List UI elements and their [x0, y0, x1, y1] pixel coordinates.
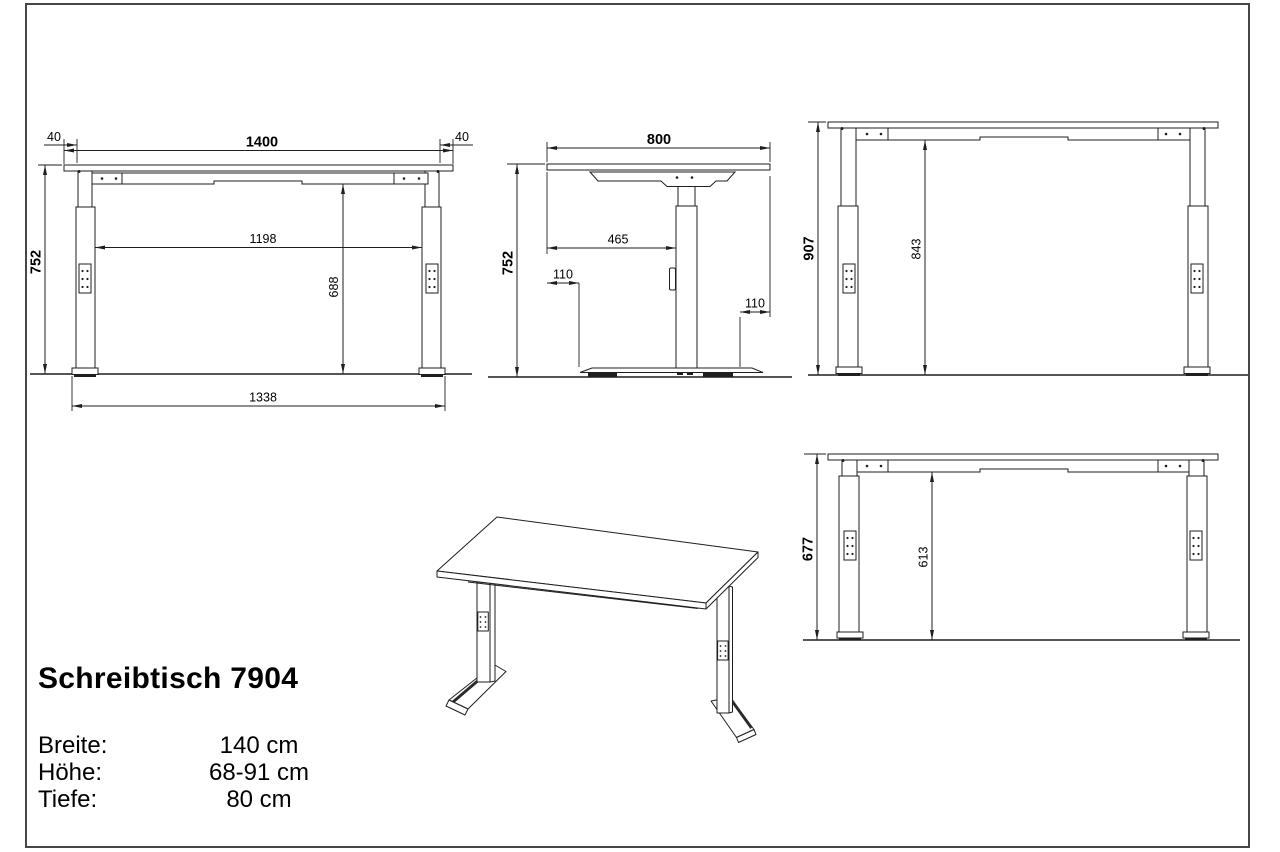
tabletop [828, 454, 1218, 460]
dim-base-span: 1338 [249, 390, 277, 405]
dim-overhang-right: 40 [455, 130, 469, 144]
cable-plate-right [426, 264, 438, 293]
product-title: Schreibtisch 7904 [38, 662, 299, 695]
leg-left-foot [836, 367, 862, 374]
leg-left-upper [841, 128, 856, 206]
spec-label: Tiefe: [38, 786, 98, 813]
spec-label: Breite: [38, 732, 108, 759]
tabletop [828, 122, 1218, 128]
spec-row-hoehe [38, 759, 358, 786]
leg-left-column [477, 582, 490, 682]
spec-label: Höhe: [38, 759, 103, 786]
leg-right-upper [1189, 460, 1204, 476]
leg-right-column-side [729, 586, 733, 713]
spec-value: 80 cm [226, 786, 292, 813]
underframe-profile [590, 172, 735, 187]
lowered-view [801, 454, 1241, 640]
dim-height: 677 [800, 536, 817, 562]
dim-overhang-left: 40 [47, 130, 61, 144]
foot-mark [677, 373, 683, 376]
dim-width: 1400 [245, 134, 279, 151]
underframe [92, 173, 428, 184]
spec-row-tiefe [38, 786, 358, 813]
front-view [29, 130, 474, 411]
cable-plate-right [1190, 531, 1202, 560]
leg-left-upper [78, 171, 92, 207]
leg-left-column-side [490, 583, 495, 682]
dim-underframe-height: 843 [909, 238, 924, 260]
dim-height: 752 [28, 249, 45, 275]
leg-right-foot [1184, 367, 1210, 374]
perspective-view [437, 517, 758, 743]
title-block [38, 662, 310, 813]
cable-plate-right [718, 641, 729, 660]
tabletop-profile [547, 164, 770, 170]
spec-value: 68-91 cm [208, 759, 310, 786]
cable-plate-left [844, 531, 856, 560]
leg-left-foot [72, 368, 98, 375]
underframe [856, 128, 1190, 140]
dim-height: 907 [801, 236, 818, 261]
foot-mark [687, 373, 693, 376]
cable-plate-left [79, 264, 91, 293]
dim-height: 752 [500, 250, 517, 276]
cable-plate-left [478, 612, 489, 631]
spec-value: 140 cm [219, 732, 299, 759]
tabletop [64, 165, 453, 171]
underframe [857, 460, 1189, 472]
dim-top-to-column: 465 [607, 232, 629, 247]
side-view [488, 132, 792, 377]
dim-underframe-height: 688 [327, 276, 341, 298]
column-lower [676, 206, 697, 368]
leg-right-foot [1183, 632, 1209, 638]
leg-left-foot [837, 632, 863, 638]
dim-underframe-height: 613 [916, 546, 931, 568]
column-upper [678, 187, 695, 207]
dim-inner-width: 1198 [249, 232, 277, 246]
spec-list [38, 732, 358, 813]
cable-plate-left [843, 264, 855, 293]
spec-row-breite [38, 732, 358, 759]
cable-plate-right [1191, 264, 1203, 293]
raised-view [802, 122, 1249, 375]
foot-pad-front [588, 373, 617, 377]
leg-right-upper [1190, 128, 1205, 206]
leg-right-foot [419, 368, 445, 375]
leg-left-upper [842, 460, 857, 476]
foot-pad-rear [703, 373, 733, 377]
dim-foot-front: 110 [553, 267, 573, 282]
height-lever [670, 268, 676, 290]
dim-foot-rear: 110 [745, 296, 765, 311]
dim-depth: 800 [646, 132, 672, 148]
foot-profile [580, 368, 763, 373]
